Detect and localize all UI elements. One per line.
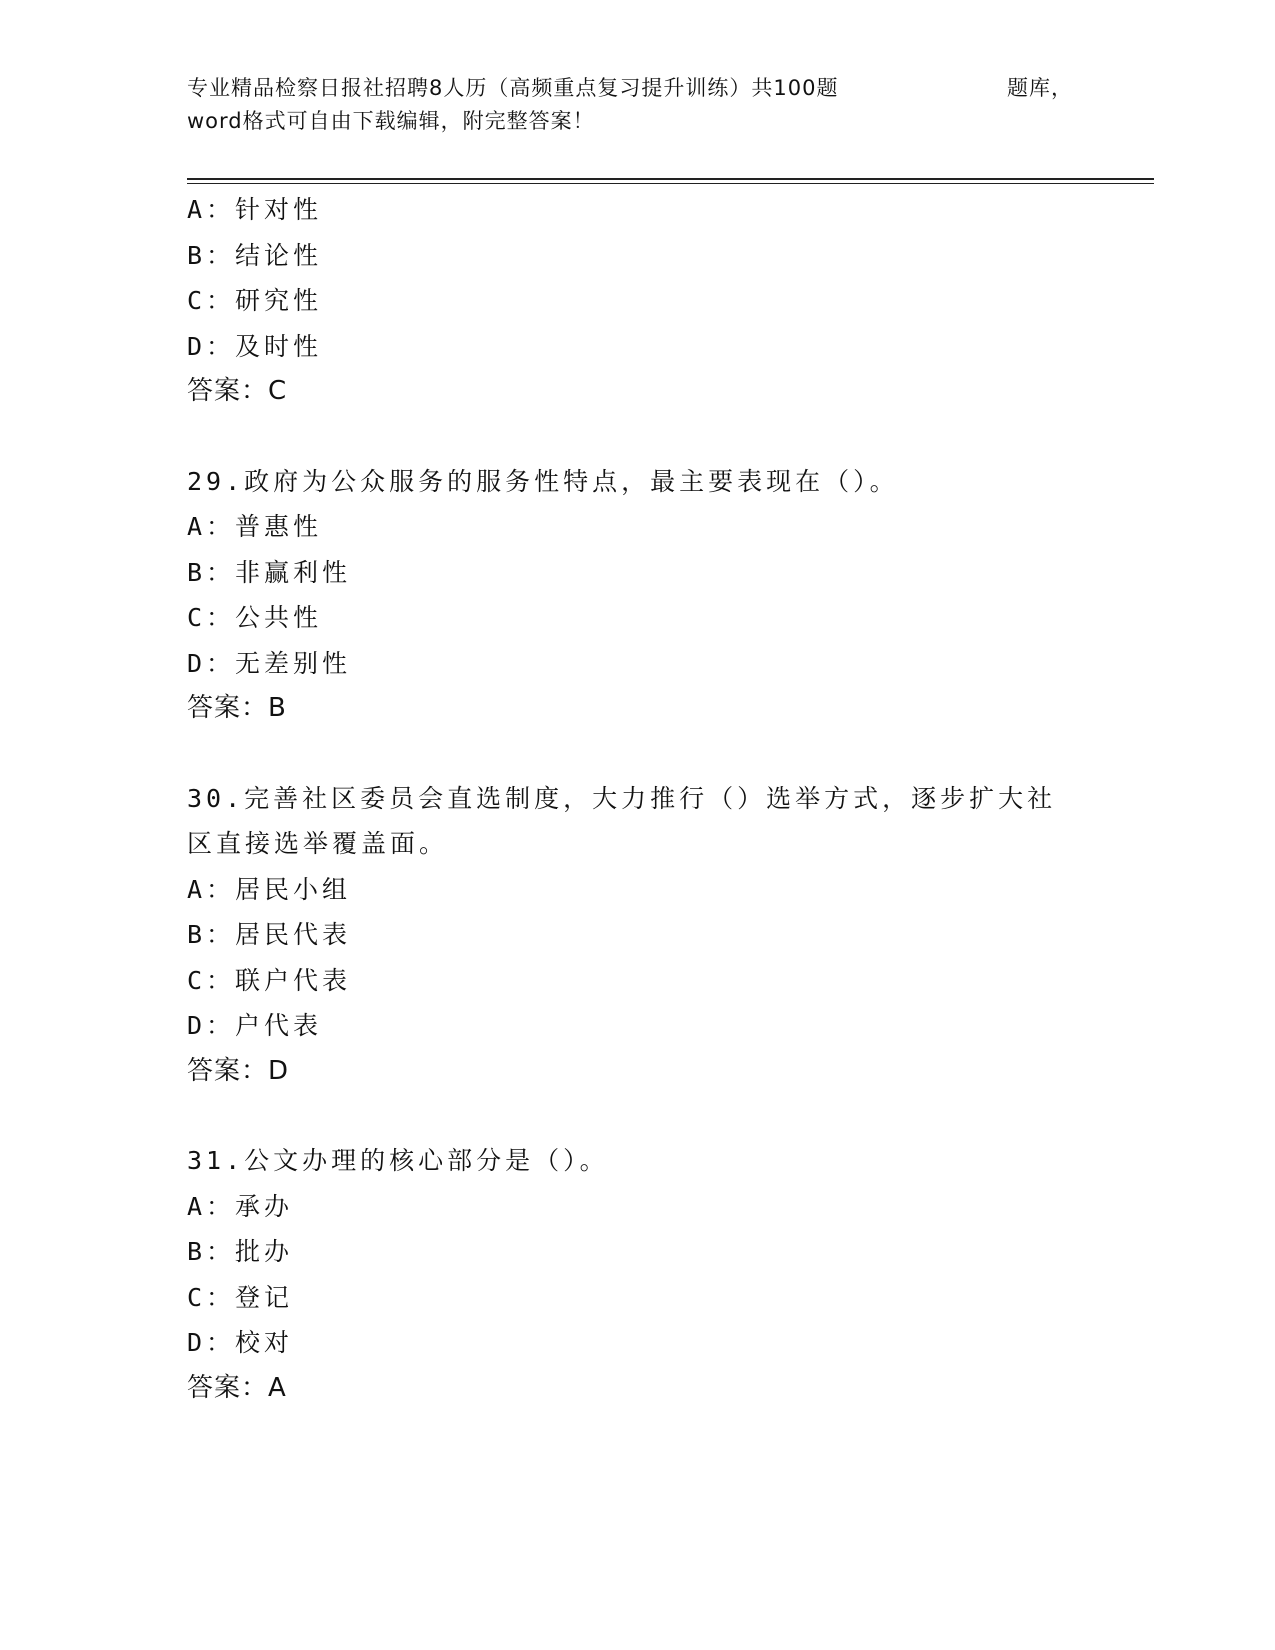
option-a: A：承办 xyxy=(187,1191,294,1221)
option-a: A：针对性 xyxy=(187,195,323,224)
question-block-30 xyxy=(187,776,1087,1095)
question-block-31 xyxy=(187,1138,1087,1411)
option-c: C：公共性 xyxy=(187,603,323,632)
question-text: 29.政府为公众服务的服务性特点，最主要表现在（）。 xyxy=(187,466,899,496)
option-a: A：居民小组 xyxy=(187,874,352,904)
question-block-28 xyxy=(187,187,1087,415)
header-line-2: word格式可自由下载编辑，附完整答案！ xyxy=(187,109,595,133)
block-spacer xyxy=(187,1094,1087,1138)
option-b: B：非赢利性 xyxy=(187,557,352,587)
header-title-suffix: 题库， xyxy=(1007,76,1073,100)
question-text: 30.完善社区委员会直选制度，大力推行（）选举方式，逐步扩大社区直接选举覆盖面。 xyxy=(187,783,1057,858)
header-line-1 xyxy=(187,72,1087,105)
answer-line: 答案：D xyxy=(187,1055,290,1086)
option-d: D：及时性 xyxy=(187,331,323,361)
block-spacer xyxy=(187,732,1087,776)
question-list xyxy=(187,187,1087,1411)
question-block-29 xyxy=(187,459,1087,732)
question-text: 31.公文办理的核心部分是（）。 xyxy=(187,1146,609,1175)
option-d: D：校对 xyxy=(187,1328,294,1357)
answer-line: 答案：B xyxy=(187,693,287,723)
option-c: C：研究性 xyxy=(187,286,323,315)
answer-line: 答案：A xyxy=(187,1372,287,1403)
option-b: B：批办 xyxy=(187,1237,294,1266)
header-rule-thin xyxy=(187,183,1154,184)
option-a: A：普惠性 xyxy=(187,512,323,541)
option-c: C：联户代表 xyxy=(187,965,352,995)
option-d: D：无差别性 xyxy=(187,648,352,678)
option-c: C：登记 xyxy=(187,1282,294,1312)
block-spacer xyxy=(187,415,1087,459)
header-title: 专业精品检察日报社招聘8人历（高频重点复习提升训练）共100题 xyxy=(187,76,839,100)
option-b: B：结论性 xyxy=(187,240,323,270)
answer-line: 答案：C xyxy=(187,376,288,406)
option-b: B：居民代表 xyxy=(187,920,352,949)
document-header xyxy=(187,72,1087,138)
header-rule-thick xyxy=(187,178,1154,180)
option-d: D：户代表 xyxy=(187,1011,323,1040)
